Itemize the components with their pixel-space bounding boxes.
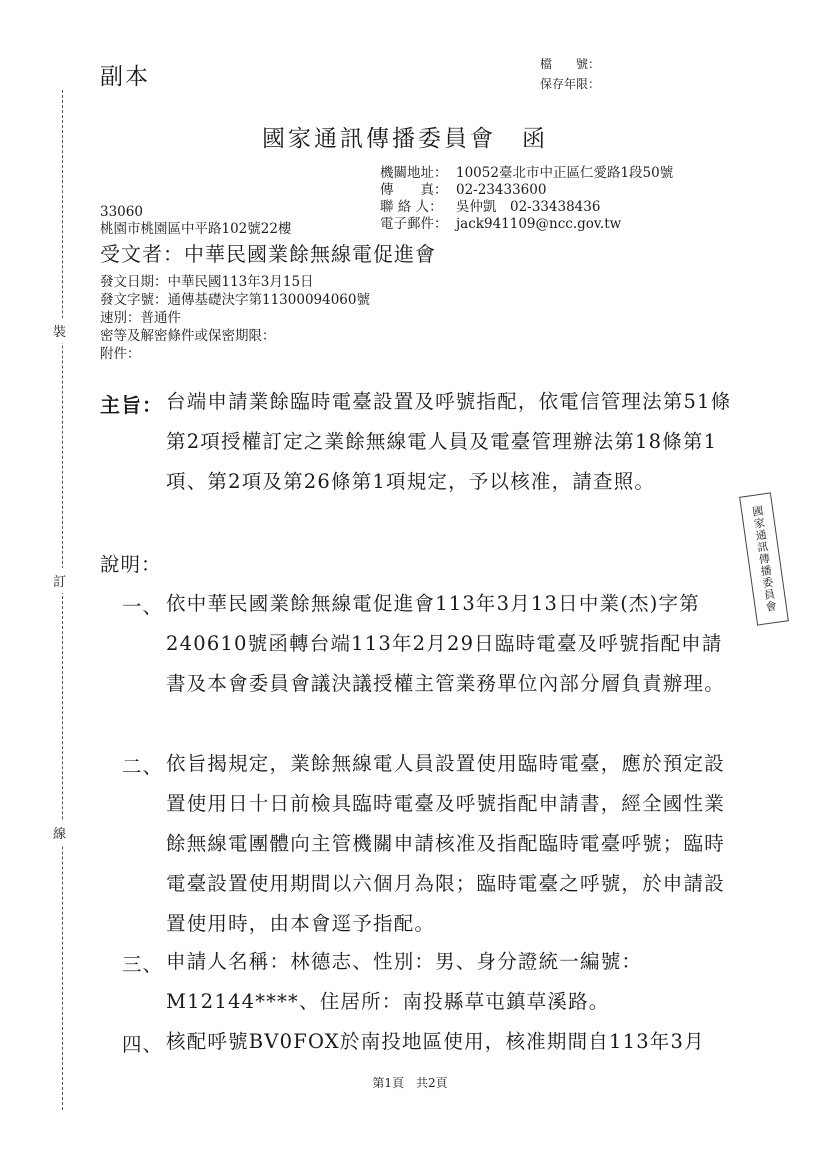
binding-char-zhuang: 裝 <box>53 318 66 343</box>
document-number: 發文字號：通傳基礎決字第11300094060號 <box>100 292 370 308</box>
explanation-item-text: 申請人名稱：林德志、性別：男、身分證統一編號：M12144****、住居所：南投縣草屯鎮草溪路。 <box>166 950 643 1013</box>
contact-row-email: 電子郵件： jack941109@ncc.gov.tw <box>380 216 622 232</box>
contact-block <box>380 165 673 233</box>
file-number-label: 檔 號： <box>540 57 601 71</box>
file-meta <box>540 54 600 94</box>
issue-date: 發文日期：中華民國113年3月15日 <box>100 274 314 290</box>
postcode: 33060 <box>100 204 143 220</box>
addressee-address <box>100 204 291 238</box>
contact-row-person: 聯 絡 人： 吳仲凱 02-33438436 <box>380 199 601 215</box>
explanation-item-text: 依中華民國業餘無線電促進會113年3月13日中業(杰)字第240610號函轉台端113年2月29日臨時電臺及呼號指配申請書及本會委員會議決議授權主管業務單位內部分層負責辦理。 <box>166 592 725 695</box>
priority: 速別：普通件 <box>100 310 181 326</box>
subject-text: 台端申請業餘臨時電臺設置及呼號指配，依電信管理法第51條第2項授權訂定之業餘無線電人員及電臺管理辦法第18條第1項、第2項及第26條第1項規定，予以核准，請查照。 <box>166 390 732 493</box>
binding-char-xian: 線 <box>53 820 66 845</box>
copy-mark: 副本 <box>100 64 150 90</box>
explanation-label: 說明： <box>100 553 162 576</box>
page-number: 第1頁 共2頁 <box>372 1076 448 1090</box>
official-seal-stamp: 國家通訊傳播委員會 <box>739 492 789 625</box>
item-number: 一、 <box>122 595 164 618</box>
explanation-item-text: 核配呼號BV0FOX於南投地區使用，核准期間自113年3月 <box>166 1030 705 1053</box>
retention-label: 保存年限： <box>540 77 601 91</box>
classification: 密等及解密條件或保密期限： <box>100 328 276 344</box>
mailing-address: 桃園市桃園區中平路102號22樓 <box>100 221 292 237</box>
document-title: 國家通訊傳播委員會 函 <box>262 126 548 152</box>
item-number: 三、 <box>122 953 164 976</box>
binding-line <box>62 90 63 1110</box>
attachments: 附件： <box>100 346 141 362</box>
document-meta <box>100 273 370 363</box>
subject-label: 主旨： <box>100 393 163 417</box>
recipient-line: 受文者：中華民國業餘無線電促進會 <box>100 242 436 266</box>
item-number: 四、 <box>122 1033 164 1056</box>
item-number: 二、 <box>122 755 164 778</box>
contact-row-address: 機關地址： 10052臺北市中正區仁愛路1段50號 <box>380 165 674 181</box>
binding-char-ding: 訂 <box>53 568 66 593</box>
explanation-item-text: 依旨揭規定，業餘無線電人員設置使用臨時電臺，應於預定設置使用日十日前檢具臨時電臺及呼號指配申請書，經全國性業餘無線電團體向主管機關申請核准及指配臨時電臺呼號；臨時電臺設置使用期間以六個月為限；臨時電臺之呼號，於申請設置使用時，由本會逕予指配。 <box>166 752 725 935</box>
contact-row-fax: 傳 真： 02-23433600 <box>380 182 547 198</box>
